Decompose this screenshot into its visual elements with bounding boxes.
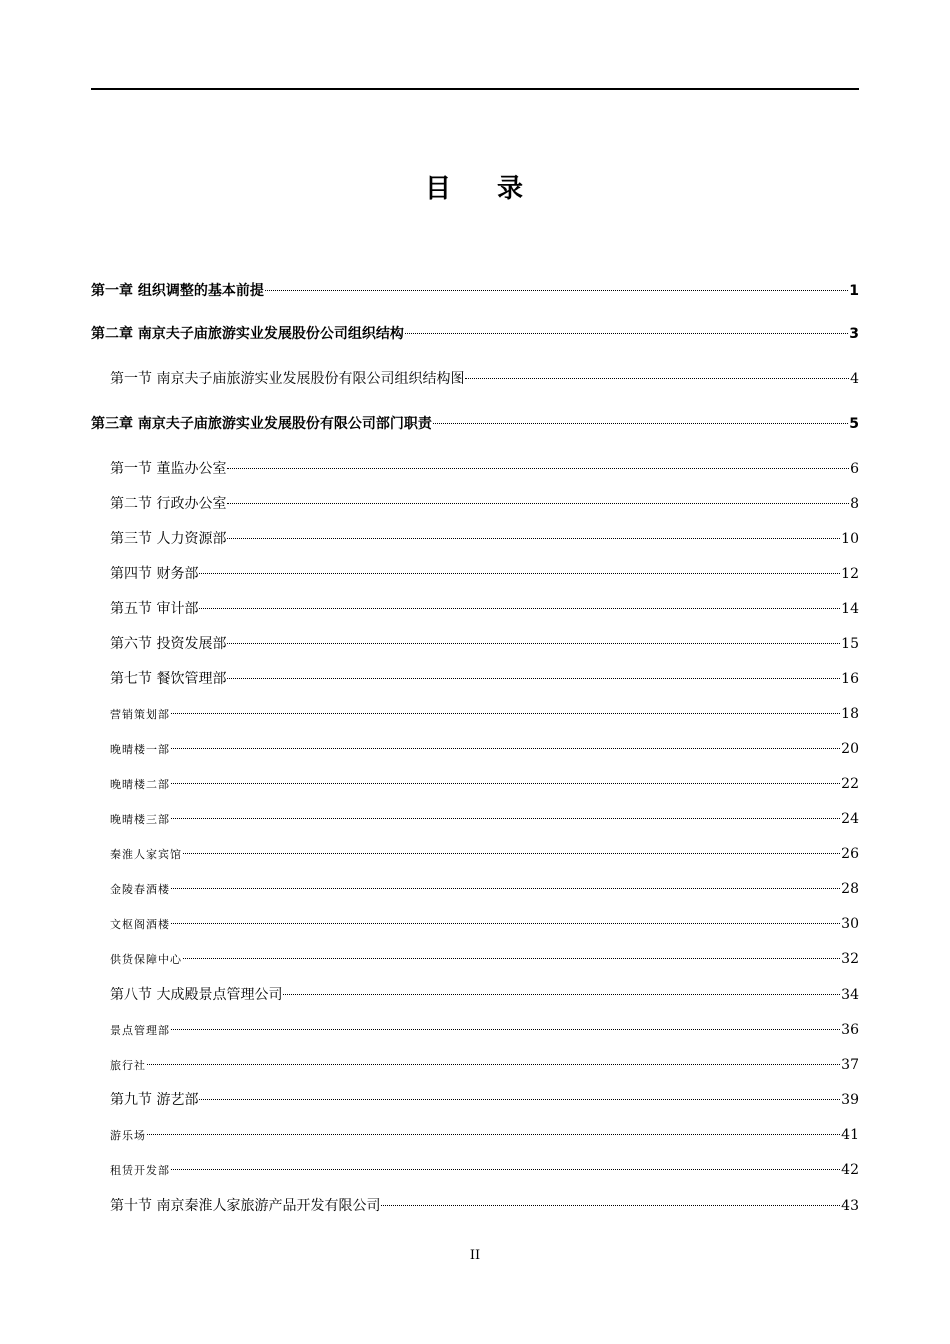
toc-entry-page: 22 (841, 776, 859, 792)
toc-dot-leader (183, 853, 840, 854)
toc-entry-label: 第十节 南京秦淮人家旅游产品开发有限公司 (110, 1198, 381, 1214)
toc-entry-page: 8 (850, 496, 859, 512)
toc-entry-label: 第三章 南京夫子庙旅游实业发展股份有限公司部门职责 (91, 416, 432, 432)
toc-entry[interactable] (110, 843, 859, 865)
toc-entry[interactable] (110, 773, 859, 795)
toc-dot-leader (171, 1029, 840, 1030)
toc-entry-page: 28 (841, 881, 859, 897)
toc-entry[interactable] (110, 808, 859, 830)
toc-entry[interactable] (110, 878, 859, 900)
toc-entry-label: 金陵春酒楼 (110, 883, 170, 896)
toc-entry-page: 20 (841, 741, 859, 757)
toc-entry-page: 36 (841, 1022, 859, 1038)
toc-entry-label: 第二章 南京夫子庙旅游实业发展股份公司组织结构 (91, 326, 404, 342)
toc-entry[interactable] (110, 633, 859, 655)
toc-entry-label: 晚晴楼一部 (110, 743, 170, 756)
toc-entry[interactable] (110, 703, 859, 725)
toc-entry-page: 43 (841, 1198, 859, 1214)
toc-entry-page: 24 (841, 811, 859, 827)
toc-entry-label: 晚晴楼三部 (110, 813, 170, 826)
toc-entry-page: 18 (841, 706, 859, 722)
toc-dot-leader (199, 573, 840, 574)
toc-entry[interactable] (91, 280, 859, 302)
page-number: II (469, 1248, 481, 1263)
toc-entry-label: 晚晴楼二部 (110, 778, 170, 791)
toc-entry-page: 30 (841, 916, 859, 932)
toc-entry[interactable] (110, 458, 859, 480)
toc-entry-page: 37 (841, 1057, 859, 1073)
toc-entry-label: 第七节 餐饮管理部 (110, 671, 227, 687)
toc-entry-label: 营销策划部 (110, 708, 170, 721)
toc-dot-leader (199, 1099, 840, 1100)
toc-entry-page: 32 (841, 951, 859, 967)
toc-dot-leader (227, 538, 840, 539)
toc-entry[interactable] (110, 913, 859, 935)
toc-dot-leader (465, 378, 849, 379)
toc-entry-label: 第一节 南京夫子庙旅游实业发展股份有限公司组织结构图 (110, 371, 465, 387)
toc-entry-label: 第一节 董监办公室 (110, 461, 227, 477)
toc-dot-leader (171, 748, 840, 749)
toc-dot-leader (381, 1205, 840, 1206)
toc-entry[interactable] (110, 738, 859, 760)
toc-entry-page: 3 (849, 326, 859, 342)
toc-dot-leader (405, 333, 848, 334)
toc-entry-label: 第一章 组织调整的基本前提 (91, 283, 264, 299)
toc-entry-page: 26 (841, 846, 859, 862)
toc-entry[interactable] (110, 1019, 859, 1041)
toc-entry-label: 第四节 财务部 (110, 566, 199, 582)
toc-entry[interactable] (91, 413, 859, 435)
toc-entry-page: 15 (841, 636, 859, 652)
toc-dot-leader (199, 608, 840, 609)
toc-entry-page: 1 (849, 283, 859, 299)
toc-dot-leader (147, 1064, 840, 1065)
toc-entry-page: 34 (841, 987, 859, 1003)
toc-entry[interactable] (110, 668, 859, 690)
toc-entry-page: 42 (841, 1162, 859, 1178)
toc-dot-leader (227, 678, 840, 679)
toc-entry[interactable] (110, 1195, 859, 1217)
toc-dot-leader (227, 503, 849, 504)
toc-entry[interactable] (110, 948, 859, 970)
toc-entry-label: 第九节 游艺部 (110, 1092, 199, 1108)
toc-entry-label: 旅行社 (110, 1059, 146, 1072)
toc-entry[interactable] (110, 1089, 859, 1111)
toc-dot-leader (171, 888, 840, 889)
toc-entry-label: 第六节 投资发展部 (110, 636, 227, 652)
toc-entry[interactable] (110, 563, 859, 585)
toc-entry-page: 6 (850, 461, 859, 477)
toc-dot-leader (433, 423, 848, 424)
toc-entry-label: 文枢阁酒楼 (110, 918, 170, 931)
toc-entry-page: 39 (841, 1092, 859, 1108)
toc-entry-label: 第三节 人力资源部 (110, 531, 227, 547)
toc-dot-leader (171, 923, 840, 924)
toc-entry[interactable] (110, 1124, 859, 1146)
toc-entry[interactable] (91, 323, 859, 345)
toc-entry-page: 12 (841, 566, 859, 582)
toc-entry[interactable] (110, 598, 859, 620)
toc-entry-label: 供货保障中心 (110, 953, 182, 966)
toc-entry-label: 租赁开发部 (110, 1164, 170, 1177)
toc-dot-leader (171, 1169, 840, 1170)
toc-dot-leader (183, 958, 840, 959)
toc-entry[interactable] (110, 493, 859, 515)
toc-dot-leader (171, 818, 840, 819)
toc-entry-label: 第二节 行政办公室 (110, 496, 227, 512)
toc-entry[interactable] (110, 528, 859, 550)
toc-dot-leader (227, 468, 849, 469)
title-part2: 录 (497, 174, 526, 204)
title-part1: 目 (424, 174, 453, 204)
toc-dot-leader (171, 783, 840, 784)
toc-entry-label: 第五节 审计部 (110, 601, 199, 617)
toc-entry-page: 14 (841, 601, 859, 617)
toc-entry-label: 第八节 大成殿景点管理公司 (110, 987, 283, 1003)
toc-entry-page: 16 (841, 671, 859, 687)
toc-entry[interactable] (110, 368, 859, 390)
toc-entry[interactable] (110, 984, 859, 1006)
toc-dot-leader (227, 643, 840, 644)
toc-entry-label: 景点管理部 (110, 1024, 170, 1037)
toc-entry-label: 游乐场 (110, 1129, 146, 1142)
toc-entry-page: 5 (849, 416, 859, 432)
toc-entry-label: 秦淮人家宾馆 (110, 848, 182, 861)
toc-dot-leader (283, 994, 840, 995)
toc-dot-leader (171, 713, 840, 714)
toc-dot-leader (147, 1134, 840, 1135)
page-title (0, 168, 950, 205)
toc-entry[interactable] (110, 1054, 859, 1076)
toc-entry-page: 10 (841, 531, 859, 547)
toc-dot-leader (265, 290, 848, 291)
header-rule (91, 88, 859, 90)
toc-entry-page: 41 (841, 1127, 859, 1143)
toc-entry-page: 4 (850, 371, 859, 387)
toc-entry[interactable] (110, 1159, 859, 1181)
